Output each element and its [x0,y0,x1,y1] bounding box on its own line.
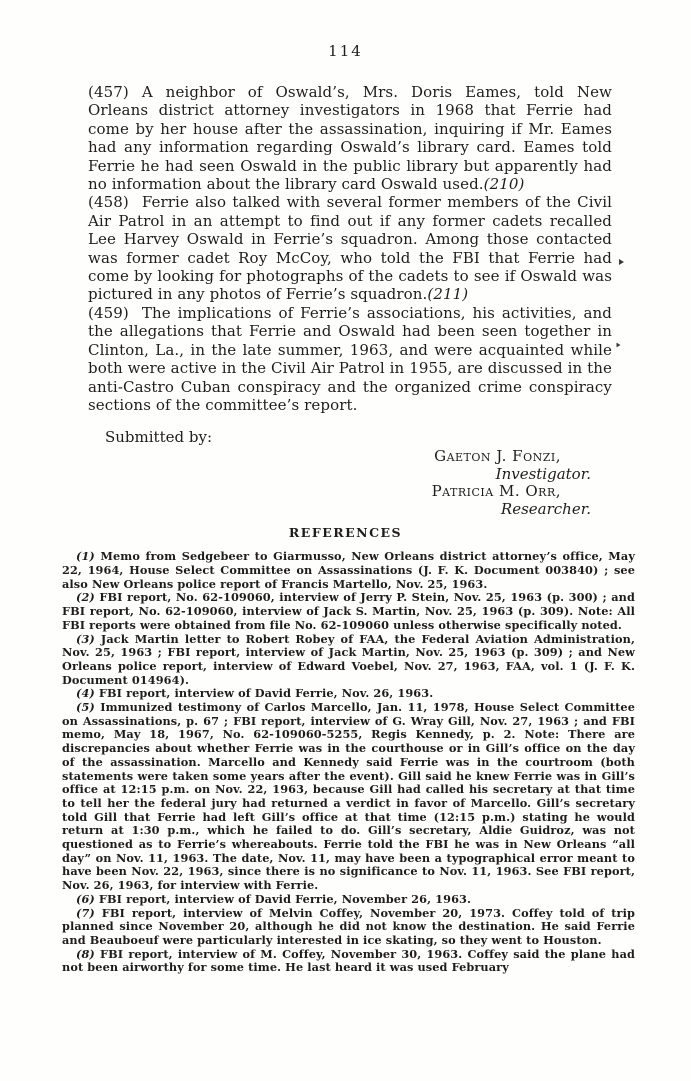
reference-item-6 [62,893,635,907]
citation-number: (210) [483,175,525,194]
paragraph-text: A neighbor of Oswald’s, Mrs. Doris Eames, told New Orleans district attorney investigators in 1968 that Ferrie had come by her house after the assassination, inquiring if Mr. Eames had any information regarding Oswald’s library card. Eames told Ferrie he had seen Oswald in the public library but apparently had no information about the library card Oswald used. [88,83,612,194]
reference-number: (1) [76,549,95,564]
reference-text: FBI report, interview of M. Coffey, November 30, 1963. Coffey said the plane had not been airworthy for some time. He last heard it was used February [62,946,635,975]
paragraph-458 [88,193,612,303]
reference-text: FBI report, interview of David Ferrie, Nov. 26, 1963. [98,686,434,701]
paragraph-text: Ferrie also talked with several former members of the Civil Air Patrol in an attempt to find out if any former cadets recalled Lee Harvey Oswald in Ferrie’s squadron. Among those contacted was former cadet Roy McCoy, who told the FBI that Ferrie had come by looking for photographs of the cadets to see if Oswald was pictured in any photos of Ferrie’s squadron. [88,193,612,304]
reference-number: (2) [76,590,95,605]
reference-text: Immunized testimony of Carlos Marcello, Jan. 11, 1978, House Select Committee on Assassinations, p. 67 ; FBI report, interview of G. Wray Gill, Nov. 27, 1963 ; and FBI memo, May 18, 1967, No. 62-109060-5255, Regis Kennedy, p. 2. Note: There are discrepancies about whether Ferrie was in the courthouse or in Gill’s office on the day of the assassination. Marcello and Kennedy said Ferrie was in the courtroom (both statements were taken some years after the event). Gill said he knew Ferrie was in Gill’s office at 12:15 p.m. on Nov. 22, 1963, because Gill had called his secretary at that time to tell her the federal jury had returned a verdict in favor of Marcello. Gill’s secretary told Gill that Ferrie had left Gill’s office at that time (12:15 p.m.) stating he would return at 1:30 p.m., which he failed to do. Gill’s secretary, Aldie Guidroz, was not questioned as to Ferrie’s whereabouts. Ferrie told the FBI he was in New Orleans “all day” on Nov. 11, 1963. The date, Nov. 11, may have been a typographical error meant to have been Nov. 22, 1963, since there is no significance to Nov. 11, 1963. See FBI report, Nov. 26, 1963, for interview with Ferrie. [62,700,635,893]
citation-number: (211) [427,285,469,304]
reference-item-8 [62,948,635,975]
reference-text: FBI report, interview of Melvin Coffey, November 20, 1973. Coffey told of trip planned since November 20, although he did not know the destination. He said Ferrie and Beauboeuf were particularly interested in ice skating, so they went to Houston. [62,905,635,947]
references-list [62,550,635,975]
reference-item-1 [62,550,635,591]
reference-item-2 [62,591,635,632]
submitted-by-label: Submitted by: [105,428,212,447]
page-number: 114 [328,42,363,60]
reference-text: FBI report, interview of David Ferrie, November 26, 1963. [98,891,472,906]
paragraph-457 [88,83,612,193]
reference-number: (7) [76,905,95,920]
paragraph-number: (459) [88,303,129,322]
reference-item-5 [62,701,635,893]
signature-role-investigator: Investigator. [495,464,591,483]
reference-item-7 [62,907,635,948]
signature-block [0,448,691,518]
reference-number: (3) [76,631,95,646]
paragraph-459 [88,304,612,414]
reference-text: FBI report, No. 62-109060, interview of Jerry P. Stein, Nov. 25, 1963 (p. 300) ; and FBI report, No. 62-109060, interview of Jack S. Martin, Nov. 25, 1963 (p. 309). Note: All FBI reports were obtained from file No. 62-109060 unless otherwise specifically noted. [62,590,635,632]
paragraph-number: (458) [88,193,129,212]
paragraph-text: The implications of Ferrie’s associations, his activities, and the allegations that Ferrie and Oswald had been seen together in Clinton, La., in the late summer, 1963, and were acquainted while both were active in the Civil Air Patrol in 1955, are discussed in the anti-Castro Cuban conspiracy and the organized crime conspiracy sections of the committee’s report. [88,303,612,414]
margin-tick-icon [617,343,621,348]
reference-text: Jack Martin letter to Robert Robey of FAA, the Federal Aviation Administration, Nov. 25, 1963 ; FBI report, interview of Jack Martin, Nov. 25, 1963 (p. 309) ; and New Orleans police report, interview of Edward Voebel, Nov. 27, 1963, FAA, vol. 1 (J. F. K. Document 014964). [62,631,635,687]
signature-name-orr: Patricia M. Orr, [431,482,561,501]
signature-name-fonzi: Gaeton J. Fonzi, [434,447,561,466]
reference-item-4 [62,687,635,701]
main-body [88,83,612,414]
reference-number: (6) [76,891,95,906]
reference-item-3 [62,633,635,688]
reference-number: (8) [76,946,95,961]
reference-number: (5) [76,700,95,715]
margin-tick-icon [619,259,624,265]
reference-number: (4) [76,686,95,701]
signature-role-researcher: Researcher. [500,499,591,518]
reference-text: Memo from Sedgebeer to Giarmusso, New Orleans district attorney’s office, May 22, 1964, House Select Committee on Assassinations (J. F. K. Document 003840) ; see also New Orleans police report of Francis Martello, Nov. 25, 1963. [62,549,635,591]
references-heading: REFERENCES [288,525,403,541]
paragraph-number: (457) [88,83,129,101]
